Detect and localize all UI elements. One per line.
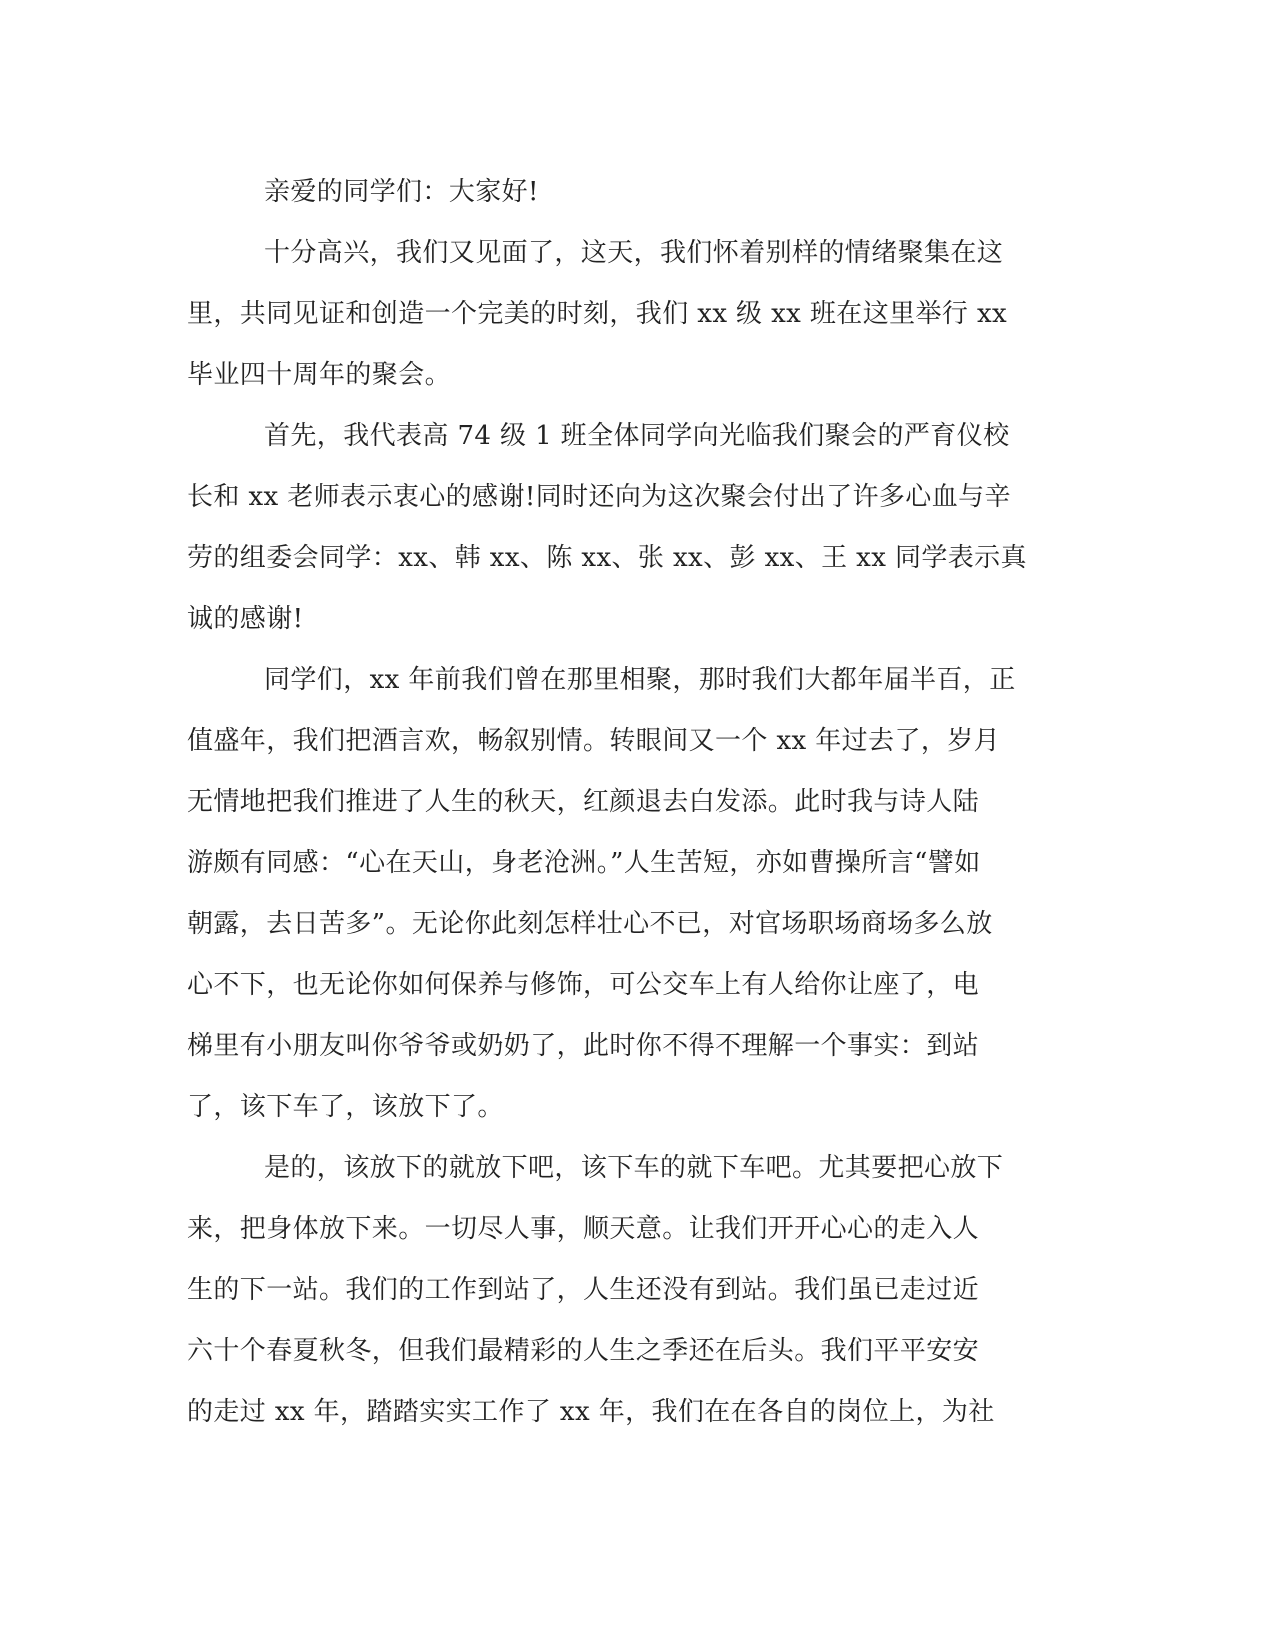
paragraph-line: 劳的组委会同学：xx、韩 xx、陈 xx、张 xx、彭 xx、王 xx 同学表示真: [187, 543, 1027, 573]
paragraph-line: 无情地把我们推进了人生的秋天，红颜退去白发添。此时我与诗人陆: [187, 787, 980, 817]
paragraph-line: 里，共同见证和创造一个完美的时刻，我们 xx 级 xx 班在这里举行 xx: [187, 299, 1008, 329]
paragraph-line: 长和 xx 老师表示衷心的感谢!同时还向为这次聚会付出了许多心血与辛: [187, 482, 1011, 512]
paragraph-line: 游颇有同感：“心在天山，身老沧洲。”人生苦短，亦如曹操所言“譬如: [187, 848, 981, 878]
document-body: [187, 162, 1067, 1443]
greeting-line: 亲爱的同学们：大家好!: [264, 177, 539, 207]
paragraph-line: 来，把身体放下来。一切尽人事，顺天意。让我们开开心心的走入人: [187, 1214, 980, 1244]
paragraph-line: 朝露，去日苦多”。无论你此刻怎样壮心不已，对官场职场商场多么放: [187, 909, 993, 939]
paragraph-line: 十分高兴，我们又见面了，这天，我们怀着别样的情绪聚集在这: [264, 238, 1004, 268]
paragraph-line: 值盛年，我们把酒言欢，畅叙别情。转眼间又一个 xx 年过去了，岁月: [187, 726, 1001, 756]
paragraph-line: 毕业四十周年的聚会。: [187, 360, 452, 390]
paragraph-line: 的走过 xx 年，踏踏实实工作了 xx 年，我们在在各自的岗位上，为社: [187, 1397, 995, 1427]
paragraph-line: 心不下，也无论你如何保养与修饰，可公交车上有人给你让座了，电: [187, 970, 980, 1000]
paragraph-line: 生的下一站。我们的工作到站了，人生还没有到站。我们虽已走过近: [187, 1275, 980, 1305]
paragraph-line: 诚的感谢!: [187, 604, 304, 634]
paragraph-line: 同学们，xx 年前我们曾在那里相聚，那时我们大都年届半百，正: [264, 665, 1016, 695]
paragraph-line: 了，该下车了，该放下了。: [187, 1092, 504, 1122]
paragraph-line: 是的，该放下的就放下吧，该下车的就下车吧。尤其要把心放下: [264, 1153, 1004, 1183]
paragraph-line: 梯里有小朋友叫你爷爷或奶奶了，此时你不得不理解一个事实：到站: [187, 1031, 980, 1061]
paragraph-line: 六十个春夏秋冬，但我们最精彩的人生之季还在后头。我们平平安安: [187, 1336, 980, 1366]
paragraph-line: 首先，我代表高 74 级 1 班全体同学向光临我们聚会的严育仪校: [264, 421, 1010, 451]
